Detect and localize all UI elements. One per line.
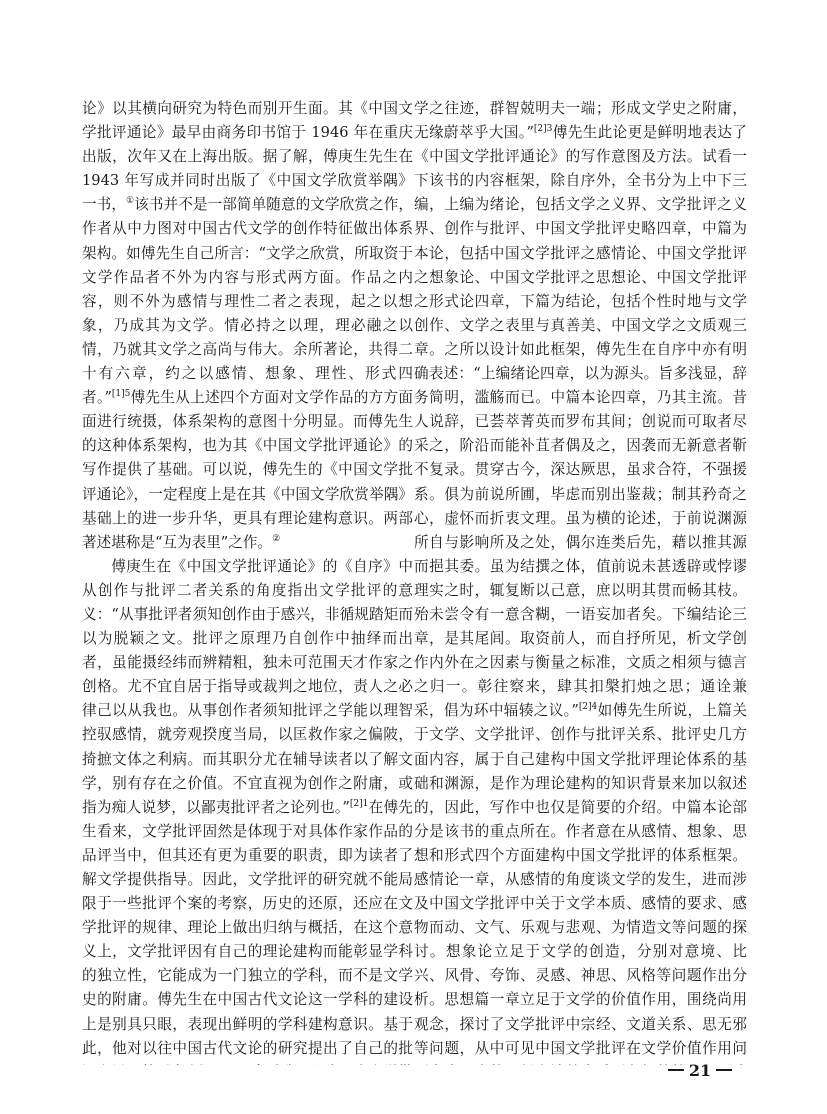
left-p2-text-b: 在傅先生看来，文学批评固然是体现于对具体作家作品的品评当中，但其还有更为重要的职责，即为读者了解文学提供指导。因此，文学批评的研究就不能局限于一些批评个案的考察，历史的还原，还应在文学批评的规律、理论上做出归纳与概括，在这个意义上，文学批评因有自己的理论建构而能彰显学科的独立性，它能成为一门独立的学科，而不是文学史的附庸。傅先生在中国古代文论这一学科的建设上是别具只眼，表现出鲜明的学科建构意识。基于此，他对以往中国古代文论的研究提出了自己的批 xyxy=(82,798,413,1057)
citation-marker: [2]3 xyxy=(533,124,553,135)
page-number xyxy=(652,1058,748,1082)
page-number-value: 21 xyxy=(688,1060,712,1080)
citation-marker: [2]1 xyxy=(349,798,369,809)
left-p1-text-b: 该书并不是一部简单随意的文学欣赏之作，作者从中力图对中国古代文学的创作特征做出体系架构。如傅先生自己所言：“文学之欣赏，所取资于文学作品者不外为内容与形式两方面。作品之内容，则不外为感情与理性二者之表现，起之以想象，乃成其为文学。情必持之以理，理必融之以情，乃就其文学之高尚与伟大。余所著论，共得二十有六章，约之以感情、想象、理性、形式四者。” xyxy=(82,196,413,407)
right-p1-text-c: 如傅先生所说，上篇关于文学、文学批评、创作与批评关系、批评史几方面内容，属于自己建构中国文学批评理论体系的基础和渊源，是作为理论建构的知识背景来加以叙述的，因此，写作中也仅是简要的介绍。中篇本论部分是该书的重点所在。作者意在从感情、想象、思想和形式四个方面建构中国文学批评的体系框架。感情论一章，从感情的角度谈文学的发生，进而涉及中国文学批评中关于文学本质、感情的要求、感物而动、文气、乐观与悲观、为情造文等问题的探讨。想象论立足于文学的创造，分别对意境、比兴、风骨、夸饰、灵感、神思、风格等问题作出分析。思想篇一章立足于文学的价值作用，围绕尚用观念，探讨了文学批评中宗经、文道关系、思无邪等问题，从中可见中国文学批评在文学价值作用问 xyxy=(414,702,747,1057)
citation-marker: [2]4 xyxy=(578,702,598,713)
right-p1-text-a: 学之往迹，群智兢明夫一端；形成文学史之附庸，无缘蔚萃乎大国。” xyxy=(414,100,747,142)
right-p1-text-b: 傅先生此论更是鲜明地表达了《中国文学批评通论》的写作意图及方法。试看一下该书的内容框架，除自序外，全书分为上中下三编，上编为绪论，包括文学之义界、文学批评之义界、创作与批评、中国文学批评史略四章，中篇为本论，包括中国文学批评之感情论、中国文学批评之想象论、中国文学批评之思想论、中国文学批评之形式论四章，下篇为结论，包括个性时地与文学创作、文学之表里与真善美、中国文学之文质观三章。之所以设计如此框架，傅先生在自序中亦有明确表述：“上编绪论四章，以为源头。旨多浅显，辞务简明，滥觞而已。中篇本论四章，乃其主流。昔人说辞，已荟萃菁英而罗布其间；创说而可取者尽采之，阶沿而能补苴者偶及之，因袭而无新意者靳不复录。贯穿古今，深达厥思，虽求合符，不强援系。俱为前说所圃，毕虑而别出鉴裁；制其矜奇之心，虚怀而折衷文理。虽为横的论述，于前说渊源所自与影响所及之处，偶尔连类后先，藉以推其源而挹其委。虽为结撰之体，值前说未甚透辟或悖谬理实之时，辄复断以己意，庶以明其贯而畅其枝。殆未尝令有一意含糊，一语妄加者矣。下编结论三章，是其尾闾。取资前人，而自抒所见，析文学创作内外在之因素与衡量之标准，文质之相须与德言之归一。彰往察来，肆其扣槃扪烛之思；通诠兼采，倡为环中辐辏之议。” xyxy=(414,124,747,720)
left-column xyxy=(82,97,413,1065)
footnote-marker: ② xyxy=(272,533,281,544)
right-paragraph-1 xyxy=(414,97,747,1065)
left-p2-text-a: 傅庚生在《中国文学批评通论》的《自序》中从创作与批评二者关系的角度指出文学批评的意义：“从事批评者须知创作由于感兴，非循规踏矩而以为脱颖之文。批评之原理乃自创作中抽绎而出者，虽能摄经纬而辨精粗，独未可范围天才作家之创格。尤不宜自居于指导或裁判之地位，责人之必律己以从我也。从事创作者须知批评之学能以理智控驭感情，就旁观揆度当局，以匡救作家之偏陂，掎摭文体之利病。而其职分尤在辅导读者以了解文学，别有存在之价值。不宜直视为创作之附庸，或指为痴人说梦，以鄙夷批评者之论列也。” xyxy=(82,557,413,816)
left-p1-text-c: 傅先生从上述四个方面对文学作品的方方面面进行统摄，体系架构的意图十分明显。而傅先生的这种体系架构，也为其《中国文学批评通论》的写作提供了基础。可以说，傅先生的《中国文学批评通论》，一定程度上是在其《中国文学欣赏举隅》基础上的进一步升华，更具有理论建构意识。两部著述堪称是“互为表里”之作。 xyxy=(82,389,413,551)
page-number-dash-right xyxy=(716,1069,732,1071)
left-p1-text-a: 论》以其横向研究为特色而别开生面。其《中国文学批评通论》最早由商务印书馆于 1946 年在重庆出版，次年又在上海出版。据了解，傅庚生先生在 1943 年写成并同时出版了《中国文学欣赏举隅》一书， xyxy=(82,100,413,214)
left-paragraph-1 xyxy=(82,97,413,555)
citation-marker: [1]5 xyxy=(111,389,131,400)
left-paragraph-2 xyxy=(82,555,413,1065)
footnote-marker: ① xyxy=(126,196,135,207)
page-number-dash-left xyxy=(668,1069,684,1071)
right-column xyxy=(414,97,747,1065)
